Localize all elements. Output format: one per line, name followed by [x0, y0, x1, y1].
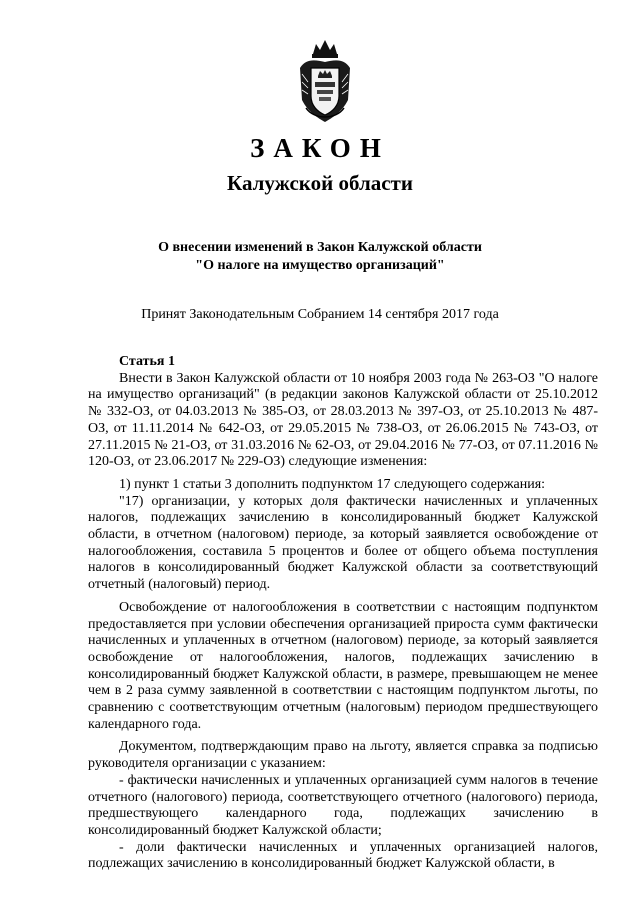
coat-of-arms-icon [296, 38, 354, 124]
list-item: - фактически начисленных и уплаченных организацией сумм налогов в течение отчетного (налогового) периода, соответствующего отчетного (налогового) периода, предшествующего календарного года, подлежащих зачислению в консолидированный бюджет Калужской области; [88, 772, 598, 838]
article-intro-paragraph: Внести в Закон Калужской области от 10 ноября 2003 года № 263-ОЗ "О налоге на имущество организаций" (в редакции законов Калужской области от 25.10.2012 № 332-ОЗ, от 04.03.2013 № 385-ОЗ, от 28.03.2013 № 397-ОЗ, от 25.10.2013 № 487-ОЗ, от 11.11.2014 № 642-ОЗ, от 29.05.2015 № 738-ОЗ, от 26.06.2015 № 743-ОЗ, от 27.11.2015 № 21-ОЗ, от 31.03.2016 № 62-ОЗ, от 29.04.2016 № 77-ОЗ, от 07.11.2016 № 120-ОЗ, от 23.06.2017 № 229-ОЗ) следующие изменения: [88, 370, 598, 470]
document-title: ЗАКОН [250, 133, 390, 163]
article-body [88, 354, 598, 873]
document-paragraph: Документом, подтверждающим право на льготу, является справка за подписью руководителя организации с указанием: [88, 739, 598, 772]
law-heading [0, 239, 640, 275]
subpoint-17-paragraph: "17) организации, у которых доля фактически начисленных и уплаченных налогов, подлежащих зачислению в консолидированный бюджет Калужской области, в отчетном (налоговом) периоде, за который заявляется освобождение от налогообложения, составила 5 процентов и более от общего объема поступления налогов в консолидированный бюджет Калужской области за соответствующий отчетный (налоговый) период. [88, 493, 598, 593]
region-subtitle: Калужской области [227, 171, 413, 195]
law-heading-line2: "О налоге на имущество организаций" [195, 258, 445, 273]
list-item: - доли фактически начисленных и уплаченных организацией налогов, подлежащих зачислению в консолидированный бюджет Калужской области, в [88, 839, 598, 872]
exemption-paragraph: Освобождение от налогообложения в соответствии с настоящим подпунктом предоставляется при условии обеспечения организацией прироста сумм фактически начисленных и уплаченных в отчетном (налоговом) периоде, за который заявляется освобождение от налогообложения, налогов, подлежащих зачислению в консолидированный бюджет Калужской области, в размере, превышающем не менее чем в 2 раза сумму заявленной в соответствии с настоящим подпунктом льготы, по сравнению с соответствующим отчетным (налоговым) периодом предшествующего календарного года. [88, 599, 598, 732]
article-title: Статья 1 [119, 354, 175, 369]
adoption-line: Принят Законодательным Собранием 14 сентября 2017 года [141, 307, 499, 322]
point-1-paragraph: 1) пункт 1 статьи 3 дополнить подпунктом 17 следующего содержания: [119, 476, 546, 492]
law-heading-line1: О внесении изменений в Закон Калужской области [158, 240, 482, 255]
